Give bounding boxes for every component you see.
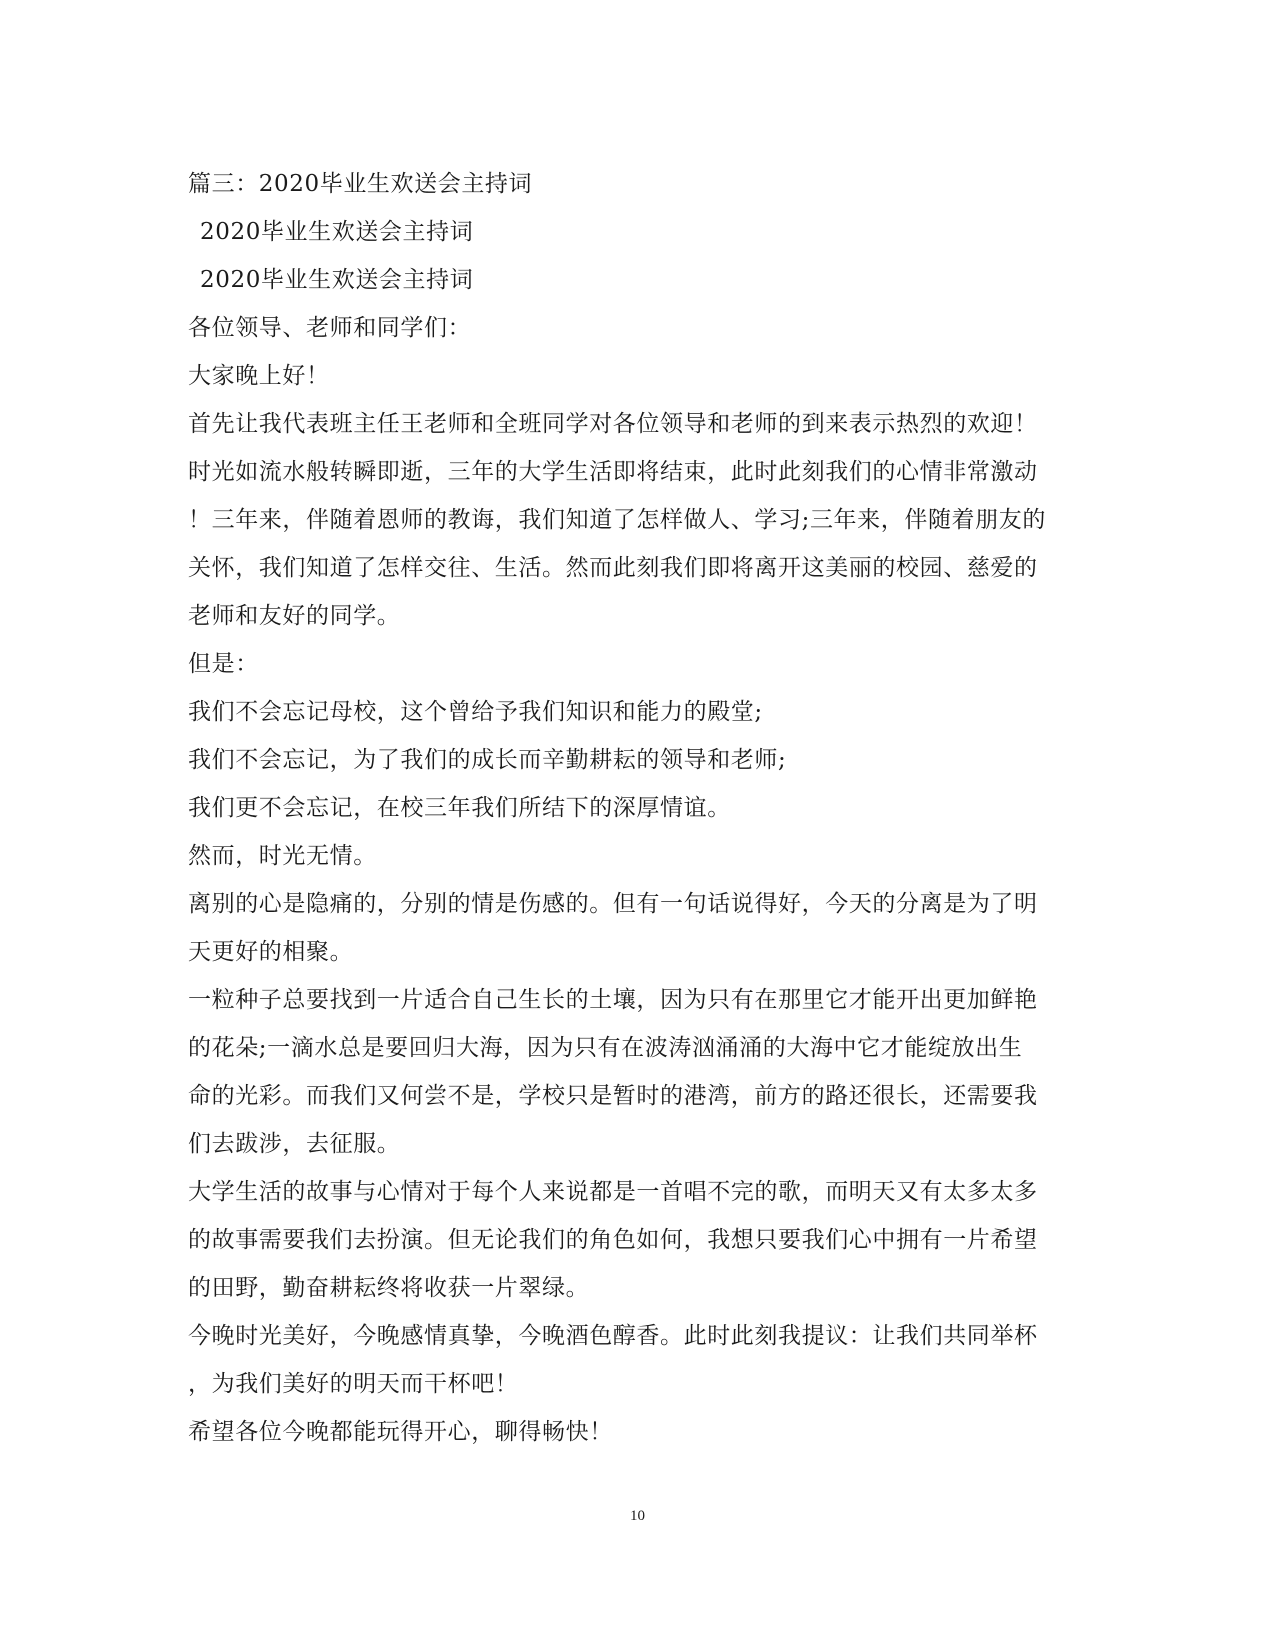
text-line: 大学生活的故事与心情对于每个人来说都是一首唱不完的歌，而明天又有太多太多 xyxy=(188,1179,1038,1205)
text-line: 关怀，我们知道了怎样交往、生活。然而此刻我们即将离开这美丽的校园、慈爱的 xyxy=(188,555,1038,581)
text-line: 首先让我代表班主任王老师和全班同学对各位领导和老师的到来表示热烈的欢迎！ xyxy=(188,411,1038,437)
text-line: 但是： xyxy=(188,651,259,677)
text-line: 希望各位今晚都能玩得开心，聊得畅快！ xyxy=(188,1419,613,1445)
text-line: 大家晚上好！ xyxy=(188,363,330,389)
page-number: 10 xyxy=(630,1508,645,1524)
text-line: 的故事需要我们去扮演。但无论我们的角色如何，我想只要我们心中拥有一片希望 xyxy=(188,1227,1038,1253)
text-line: 时光如流水般转瞬即逝，三年的大学生活即将结束，此时此刻我们的心情非常激动 xyxy=(188,459,1038,485)
text-line: 离别的心是隐痛的，分别的情是伤感的。但有一句话说得好，今天的分离是为了明 xyxy=(188,891,1038,917)
text-line: 我们不会忘记母校，这个曾给予我们知识和能力的殿堂; xyxy=(188,699,763,725)
text-line: 然而，时光无情。 xyxy=(188,843,377,869)
text-line: 我们更不会忘记，在校三年我们所结下的深厚情谊。 xyxy=(188,795,731,821)
text-line: 我们不会忘记，为了我们的成长而辛勤耕耘的领导和老师; xyxy=(188,747,787,773)
text-line: ！三年来，伴随着恩师的教诲，我们知道了怎样做人、学习;三年来，伴随着朋友的 xyxy=(188,507,1046,533)
text-line: 一粒种子总要找到一片适合自己生长的土壤，因为只有在那里它才能开出更加鲜艳 xyxy=(188,987,1038,1013)
document-body xyxy=(188,160,1088,1456)
text-line: 们去跋涉，去征服。 xyxy=(188,1131,401,1157)
section-title: 篇三：2020毕业生欢送会主持词 xyxy=(188,171,533,197)
text-line: 老师和友好的同学。 xyxy=(188,603,401,629)
text-line: 天更好的相聚。 xyxy=(188,939,354,965)
text-line: 2020毕业生欢送会主持词 xyxy=(200,219,474,245)
text-line: 今晚时光美好，今晚感情真挚，今晚酒色醇香。此时此刻我提议：让我们共同举杯 xyxy=(188,1323,1038,1349)
text-line: ，为我们美好的明天而干杯吧！ xyxy=(188,1371,519,1397)
text-line: 的花朵;一滴水总是要回归大海，因为只有在波涛汹涌涌的大海中它才能绽放出生 xyxy=(188,1035,1023,1061)
text-line: 2020毕业生欢送会主持词 xyxy=(200,267,474,293)
text-line: 的田野，勤奋耕耘终将收获一片翠绿。 xyxy=(188,1275,590,1301)
text-line: 命的光彩。而我们又何尝不是，学校只是暂时的港湾，前方的路还很长，还需要我 xyxy=(188,1083,1038,1109)
text-line: 各位领导、老师和同学们： xyxy=(188,315,472,341)
